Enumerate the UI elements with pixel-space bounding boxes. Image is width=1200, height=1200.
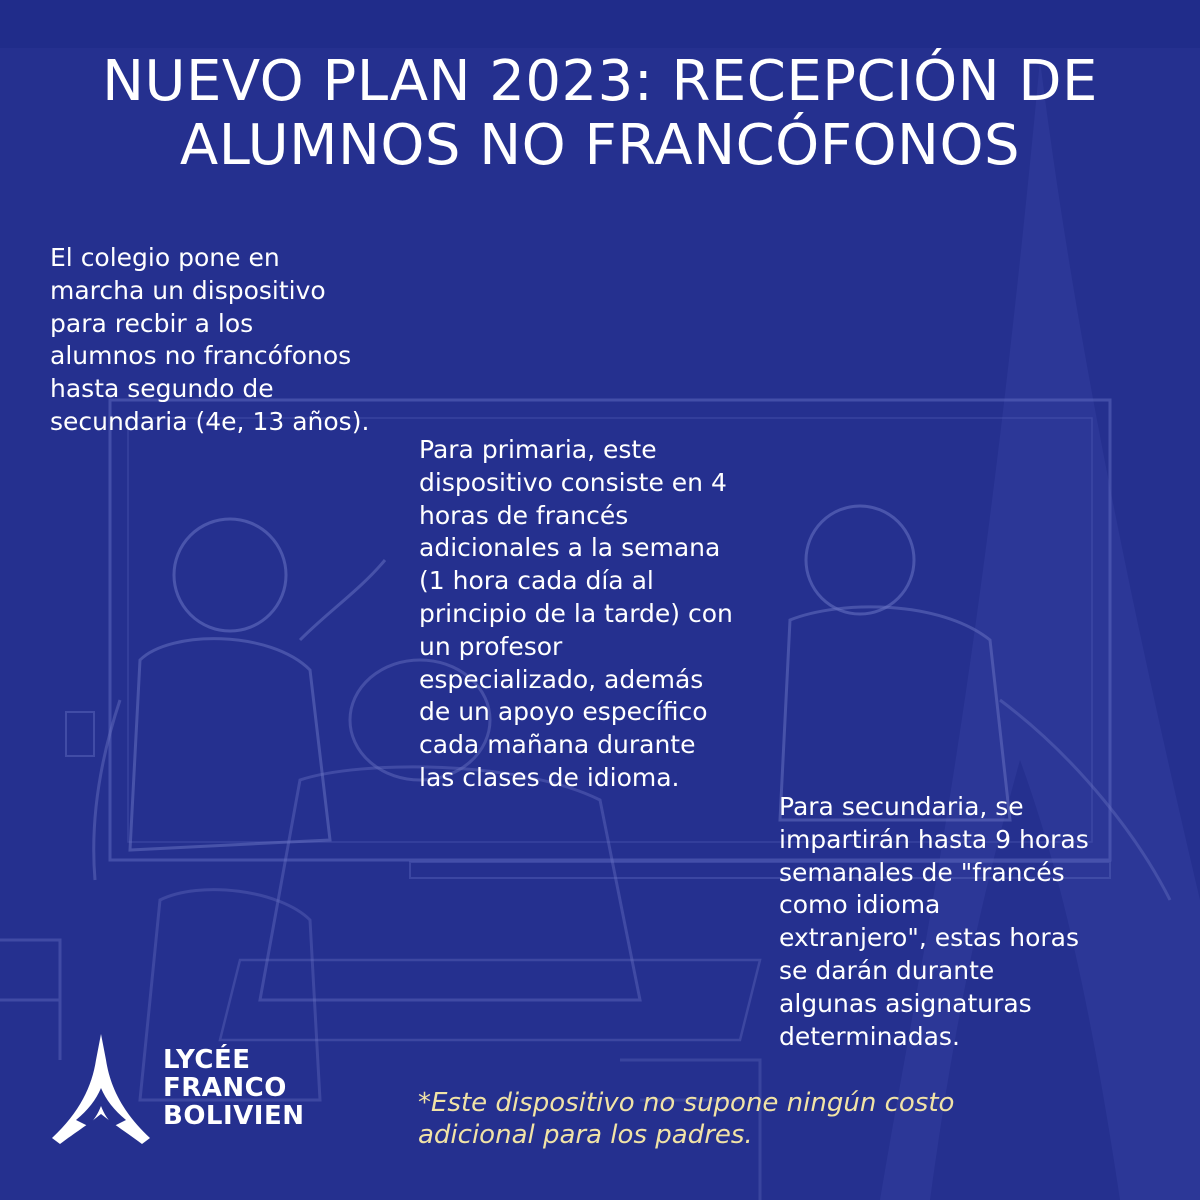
school-logo-wordmark: [163, 1046, 304, 1130]
primary-paragraph: [419, 434, 733, 795]
secondary-line: impartirán hasta 9 horas: [779, 824, 1089, 854]
primary-line: cada mañana durante: [419, 730, 696, 760]
footnote-line: adicional para los padres.: [418, 1120, 753, 1150]
intro-line: El colegio pone en: [50, 243, 280, 272]
eiffel-tower-logo-icon: [52, 1034, 150, 1146]
intro-line: marcha un dispositivo: [50, 275, 326, 305]
primary-line: las clases de idioma.: [419, 762, 680, 792]
primary-line: horas de francés: [419, 500, 629, 530]
intro-line: secundaria (4e, 13 años).: [50, 406, 370, 436]
logo-line: BOLIVIEN: [163, 1101, 305, 1131]
intro-line: alumnos no francófonos: [50, 341, 352, 371]
primary-line: principio de la tarde) con: [419, 598, 733, 628]
logo-line: LYCÉE: [163, 1045, 251, 1075]
secondary-line: Para secundaria, se: [779, 792, 1024, 821]
primary-line: especializado, además: [419, 664, 704, 694]
secondary-line: como idioma: [779, 890, 941, 920]
primary-line: un profesor: [419, 631, 563, 661]
secondary-line: extranjero", estas horas: [779, 923, 1079, 953]
page-title: [30, 50, 1170, 178]
primary-line: Para primaria, este: [419, 435, 657, 464]
intro-line: para recbir a los: [50, 308, 254, 338]
secondary-line: se darán durante: [779, 955, 995, 985]
intro-line: hasta segundo de: [50, 374, 274, 404]
footnote-line: *Este dispositivo no supone ningún costo: [418, 1088, 955, 1118]
secondary-line: semanales de "francés: [779, 857, 1065, 887]
logo-line: FRANCO: [163, 1073, 287, 1103]
primary-line: de un apoyo específico: [419, 697, 708, 727]
primary-line: (1 hora cada día al: [419, 566, 654, 596]
primary-line: adicionales a la semana: [419, 533, 721, 563]
primary-line: dispositivo consiste en 4: [419, 467, 727, 497]
title-line-1: NUEVO PLAN 2023: RECEPCIÓN DE: [102, 49, 1098, 114]
secondary-line: determinadas.: [779, 1021, 960, 1051]
cost-footnote: [418, 1087, 954, 1151]
intro-paragraph: [50, 242, 369, 439]
title-line-2: ALUMNOS NO FRANCÓFONOS: [179, 113, 1021, 178]
secondary-line: algunas asignaturas: [779, 988, 1032, 1018]
secondary-paragraph: [779, 791, 1089, 1053]
